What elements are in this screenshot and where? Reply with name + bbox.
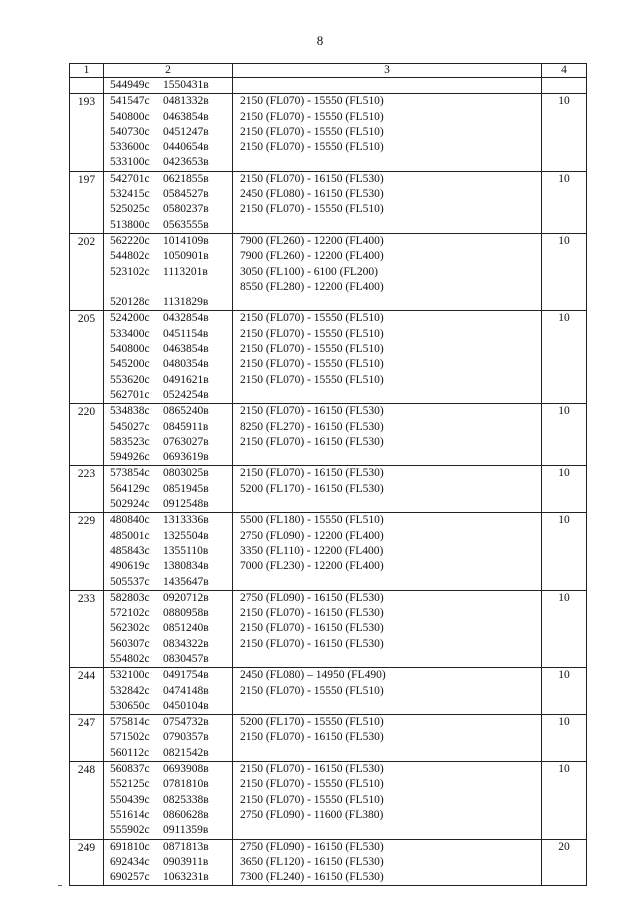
coordinate-pair <box>110 746 232 761</box>
latitude: 562302c <box>110 622 150 635</box>
flight-level-range: 2150 (FL070) - 16150 (FL530) <box>240 467 384 480</box>
flight-level-range: 3050 (FL100) - 6100 (FL200) <box>240 265 378 278</box>
longitude: 0763027в <box>163 435 209 448</box>
flight-level-range: 2150 (FL070) - 16150 (FL530) <box>240 763 384 776</box>
flight-levels-cell <box>233 839 542 886</box>
value-cell: 10 <box>542 513 587 590</box>
flight-levels-cell <box>233 78 542 94</box>
flight-level-range: 2150 (FL070) - 16150 (FL530) <box>240 637 384 650</box>
coordinate-pair <box>110 110 232 125</box>
table-row <box>70 513 587 590</box>
longitude: 0491754в <box>163 669 209 682</box>
flight-level-range: 5200 (FL170) - 16150 (FL530) <box>240 482 384 495</box>
coordinate-pair <box>110 265 232 280</box>
longitude: 0584527в <box>163 188 209 201</box>
coordinate-pair <box>110 808 232 823</box>
longitude: 0830457в <box>163 652 209 665</box>
latitude: 540800c <box>110 343 150 356</box>
coordinate-pair <box>110 513 232 528</box>
longitude: 1050901в <box>163 250 209 263</box>
latitude: 560837c <box>110 763 150 776</box>
row-id: 244 <box>70 668 104 715</box>
latitude: 553620c <box>110 373 150 386</box>
value-cell: 10 <box>542 668 587 715</box>
row-id: 247 <box>70 715 104 762</box>
longitude: 1380834в <box>163 560 209 573</box>
value-cell: 10 <box>542 311 587 404</box>
latitude: 562220c <box>110 234 150 247</box>
coordinate-pair <box>110 172 232 187</box>
latitude: 530650c <box>110 699 150 712</box>
flight-level-range: 2150 (FL070) - 15550 (FL510) <box>240 110 384 123</box>
coordinate-pair <box>110 793 232 808</box>
flight-level-range: 2150 (FL070) - 15550 (FL510) <box>240 684 384 697</box>
coordinate-pair <box>110 762 232 777</box>
value-cell: 20 <box>542 839 587 886</box>
row-id: 220 <box>70 404 104 466</box>
latitude: 533400c <box>110 327 150 340</box>
page-mark <box>58 885 62 886</box>
value-cell: 10 <box>542 590 587 667</box>
longitude: 0451247в <box>163 125 209 138</box>
longitude: 0491621в <box>163 373 209 386</box>
coordinate-pair <box>110 187 232 202</box>
latitude: 562701c <box>110 388 150 401</box>
longitude: 0871813в <box>163 840 209 853</box>
row-id: 229 <box>70 513 104 590</box>
latitude: 532100c <box>110 669 150 682</box>
latitude: 582803c <box>110 591 150 604</box>
longitude: 0845911в <box>163 420 209 433</box>
longitude: 1435647в <box>163 575 209 588</box>
table-row <box>70 466 587 513</box>
coordinates-cell <box>104 762 233 839</box>
value-cell: 10 <box>542 94 587 171</box>
table-row <box>70 94 587 171</box>
coordinates-cell <box>104 171 233 233</box>
latitude: 533600c <box>110 141 150 154</box>
longitude: 1131829в <box>163 296 209 309</box>
column-header-3: 3 <box>233 64 542 78</box>
coordinates-cell <box>104 404 233 466</box>
coordinate-pair <box>110 311 232 326</box>
latitude: 551614c <box>110 808 150 821</box>
row-id: 233 <box>70 590 104 667</box>
row-id: 197 <box>70 171 104 233</box>
flight-level-range: 3650 (FL120) - 16150 (FL530) <box>240 855 384 868</box>
table-row <box>70 311 587 404</box>
latitude: 480840c <box>110 514 150 527</box>
latitude: 534838c <box>110 405 150 418</box>
coordinate-pair <box>110 482 232 497</box>
flight-level-range: 2450 (FL080) - 16150 (FL530) <box>240 188 384 201</box>
flight-level-range: 2150 (FL070) - 15550 (FL510) <box>240 358 384 371</box>
latitude: 571502c <box>110 731 150 744</box>
latitude: 520128c <box>110 296 150 309</box>
value-cell <box>542 78 587 94</box>
flight-level-range: 2150 (FL070) - 15550 (FL510) <box>240 327 384 340</box>
value-cell: 10 <box>542 466 587 513</box>
latitude: 490619c <box>110 560 150 573</box>
coordinate-pair <box>110 684 232 699</box>
coordinates-cell <box>104 311 233 404</box>
latitude: 552125c <box>110 778 150 791</box>
table-row <box>70 590 587 667</box>
latitude: 690257c <box>110 871 150 884</box>
coordinates-cell <box>104 233 233 310</box>
flight-levels-cell <box>233 513 542 590</box>
flight-level-range: 2150 (FL070) - 15550 (FL510) <box>240 778 384 791</box>
coordinate-pair <box>110 295 232 310</box>
coordinates-cell <box>104 513 233 590</box>
coordinate-pair <box>110 637 232 652</box>
longitude: 0851240в <box>163 622 209 635</box>
coordinate-pair <box>110 529 232 544</box>
coordinate-pair <box>110 559 232 574</box>
coordinate-pair <box>110 606 232 621</box>
latitude: 532415c <box>110 188 150 201</box>
flight-levels-cell <box>233 590 542 667</box>
coordinate-pair <box>110 450 232 465</box>
flight-level-range: 2150 (FL070) - 15550 (FL510) <box>240 793 384 806</box>
latitude: 691810c <box>110 840 150 853</box>
coordinate-pair <box>110 78 232 93</box>
longitude: 0803025в <box>163 467 209 480</box>
flight-level-range: 7900 (FL260) - 12200 (FL400) <box>240 250 384 263</box>
coordinate-pair <box>110 420 232 435</box>
coordinate-pair <box>110 388 232 403</box>
latitude: 564129c <box>110 482 150 495</box>
row-id <box>70 78 104 94</box>
flight-levels-cell <box>233 466 542 513</box>
longitude: 0474148в <box>163 684 209 697</box>
longitude: 0821542в <box>163 746 209 759</box>
coordinate-pair <box>110 155 232 170</box>
flight-level-range: 2150 (FL070) - 15550 (FL510) <box>240 312 384 325</box>
flight-levels-cell <box>233 94 542 171</box>
longitude: 1014109в <box>163 234 209 247</box>
coordinate-pair <box>110 202 232 217</box>
flight-level-range: 7900 (FL260) - 12200 (FL400) <box>240 234 384 247</box>
continuation-row <box>70 78 587 94</box>
flight-level-range: 2150 (FL070) - 15550 (FL510) <box>240 95 384 108</box>
flight-level-range: 7000 (FL230) - 12200 (FL400) <box>240 560 384 573</box>
longitude: 0423653в <box>163 156 209 169</box>
table-row <box>70 404 587 466</box>
flight-level-range: 2150 (FL070) - 16150 (FL530) <box>240 607 384 620</box>
flight-level-range: 2150 (FL070) - 16150 (FL530) <box>240 731 384 744</box>
coordinate-pair <box>110 855 232 870</box>
value-cell: 10 <box>542 233 587 310</box>
coordinate-pair <box>110 466 232 481</box>
flight-level-range: 2450 (FL080) – 14950 (FL490) <box>240 669 386 682</box>
latitude: 573854c <box>110 467 150 480</box>
flight-levels-cell <box>233 311 542 404</box>
coordinates-cell <box>104 94 233 171</box>
longitude: 1113201в <box>163 265 208 278</box>
value-cell: 10 <box>542 404 587 466</box>
latitude: 540730c <box>110 125 150 138</box>
coordinate-pair <box>110 840 232 855</box>
latitude: 502924c <box>110 498 150 511</box>
latitude: 545027c <box>110 420 150 433</box>
row-id: 249 <box>70 839 104 886</box>
coordinate-pair <box>110 823 232 838</box>
row-id: 223 <box>70 466 104 513</box>
longitude: 0865240в <box>163 405 209 418</box>
longitude: 1355110в <box>163 544 209 557</box>
coordinate-pair <box>110 140 232 155</box>
coordinate-pair <box>110 435 232 450</box>
table-row <box>70 762 587 839</box>
coordinate-pair <box>110 404 232 419</box>
column-header-2: 2 <box>104 64 233 78</box>
coordinate-pair <box>110 249 232 264</box>
longitude: 0621855в <box>163 172 209 185</box>
latitude: 544802c <box>110 250 150 263</box>
coordinate-pair <box>110 125 232 140</box>
latitude: 541547c <box>110 95 150 108</box>
longitude: 0580237в <box>163 203 209 216</box>
page-number: 8 <box>316 33 324 48</box>
airspace-table <box>69 63 587 886</box>
flight-level-range: 2150 (FL070) - 15550 (FL510) <box>240 125 384 138</box>
longitude: 0825338в <box>163 793 209 806</box>
row-id: 193 <box>70 94 104 171</box>
latitude: 554802c <box>110 652 150 665</box>
coordinate-pair <box>110 730 232 745</box>
longitude: 0912548в <box>163 498 209 511</box>
longitude: 0693619в <box>163 451 209 464</box>
latitude: 692434c <box>110 855 150 868</box>
latitude: 513800c <box>110 218 150 231</box>
latitude: 542701c <box>110 172 150 185</box>
longitude: 1325504в <box>163 529 209 542</box>
latitude: 485843c <box>110 544 150 557</box>
coordinate-pair <box>110 373 232 388</box>
longitude: 1550431в <box>163 79 209 91</box>
coordinate-pair <box>110 544 232 559</box>
longitude: 0693908в <box>163 763 209 776</box>
latitude: 550439c <box>110 793 150 806</box>
longitude: 0834322в <box>163 637 209 650</box>
flight-levels-cell <box>233 404 542 466</box>
longitude: 1063231в <box>163 871 209 884</box>
coordinate-pair <box>110 652 232 667</box>
longitude: 0463854в <box>163 343 209 356</box>
table-row <box>70 839 587 886</box>
value-cell: 10 <box>542 762 587 839</box>
flight-level-range: 2150 (FL070) - 16150 (FL530) <box>240 622 384 635</box>
longitude: 0432854в <box>163 312 209 325</box>
flight-level-range: 2750 (FL090) - 16150 (FL530) <box>240 840 384 853</box>
longitude: 1313336в <box>163 514 209 527</box>
flight-level-range: 3350 (FL110) - 12200 (FL400) <box>240 544 384 557</box>
coordinate-pair <box>110 280 232 295</box>
longitude: 0481332в <box>163 95 209 108</box>
longitude: 0440654в <box>163 141 209 154</box>
latitude: 485001c <box>110 529 150 542</box>
flight-level-range: 5200 (FL170) - 15550 (FL510) <box>240 716 384 729</box>
latitude: 540800c <box>110 110 150 123</box>
latitude: 533100c <box>110 156 150 169</box>
latitude: 575814c <box>110 716 150 729</box>
coordinates-cell <box>104 715 233 762</box>
longitude: 0781810в <box>163 778 209 791</box>
latitude: 523102c <box>110 265 150 278</box>
flight-level-range: 2750 (FL090) - 12200 (FL400) <box>240 529 384 542</box>
coordinates-cell <box>104 78 233 94</box>
longitude: 0880958в <box>163 607 209 620</box>
table-row <box>70 233 587 310</box>
longitude: 0480354в <box>163 358 209 371</box>
longitude: 0450104в <box>163 699 209 712</box>
table-row <box>70 715 587 762</box>
coordinate-pair <box>110 342 232 357</box>
table-row <box>70 171 587 233</box>
value-cell: 10 <box>542 715 587 762</box>
coordinate-pair <box>110 327 232 342</box>
latitude: 525025c <box>110 203 150 216</box>
coordinate-pair <box>110 715 232 730</box>
longitude: 0903911в <box>163 855 209 868</box>
coordinate-pair <box>110 591 232 606</box>
latitude: 560307c <box>110 637 150 650</box>
row-id: 205 <box>70 311 104 404</box>
latitude: 583523c <box>110 435 150 448</box>
coordinates-cell <box>104 590 233 667</box>
coordinate-pair <box>110 699 232 714</box>
table-header-row <box>70 64 587 78</box>
column-header-4: 4 <box>542 64 587 78</box>
latitude: 532842c <box>110 684 150 697</box>
coordinate-pair <box>110 668 232 683</box>
longitude: 0563555в <box>163 218 209 231</box>
coordinate-pair <box>110 94 232 109</box>
coordinates-cell <box>104 466 233 513</box>
coordinate-pair <box>110 870 232 885</box>
longitude: 0920712в <box>163 591 209 604</box>
flight-level-range: 2150 (FL070) - 15550 (FL510) <box>240 343 384 356</box>
flight-level-range: 2150 (FL070) - 16150 (FL530) <box>240 405 384 418</box>
coordinate-pair <box>110 621 232 636</box>
flight-levels-cell <box>233 171 542 233</box>
flight-levels-cell <box>233 762 542 839</box>
row-id: 248 <box>70 762 104 839</box>
coordinate-pair <box>110 777 232 792</box>
latitude: 560112c <box>110 746 150 759</box>
flight-level-range: 7300 (FL240) - 16150 (FL530) <box>240 871 384 884</box>
flight-level-range: 2150 (FL070) - 16150 (FL530) <box>240 435 384 448</box>
coordinates-cell <box>104 839 233 886</box>
coordinate-pair <box>110 218 232 233</box>
flight-level-range: 2150 (FL070) - 15550 (FL510) <box>240 141 384 154</box>
flight-level-range: 2150 (FL070) - 16150 (FL530) <box>240 172 384 185</box>
longitude: 0754732в <box>163 716 209 729</box>
latitude: 555902c <box>110 824 150 837</box>
flight-level-range: 2150 (FL070) - 15550 (FL510) <box>240 203 384 216</box>
latitude: 572102c <box>110 607 150 620</box>
row-id: 202 <box>70 233 104 310</box>
longitude: 0524254в <box>163 388 209 401</box>
longitude: 0451154в <box>163 327 209 340</box>
coordinate-pair <box>110 497 232 512</box>
flight-level-range: 2150 (FL070) - 15550 (FL510) <box>240 373 384 386</box>
flight-level-range: 8550 (FL280) - 12200 (FL400) <box>240 280 384 293</box>
longitude: 0851945в <box>163 482 209 495</box>
flight-level-range: 2750 (FL090) - 16150 (FL530) <box>240 591 384 604</box>
coordinate-pair <box>110 234 232 249</box>
coordinates-cell <box>104 668 233 715</box>
value-cell: 10 <box>542 171 587 233</box>
latitude: 544949c <box>110 79 150 91</box>
latitude: 545200c <box>110 358 150 371</box>
coordinate-pair <box>110 575 232 590</box>
longitude: 0911359в <box>163 824 209 837</box>
flight-levels-cell <box>233 715 542 762</box>
flight-levels-cell <box>233 668 542 715</box>
longitude: 0790357в <box>163 731 209 744</box>
flight-level-range: 5500 (FL180) - 15550 (FL510) <box>240 514 384 527</box>
longitude: 0860628в <box>163 808 209 821</box>
latitude: 505537c <box>110 575 150 588</box>
latitude: 594926c <box>110 451 150 464</box>
column-header-1: 1 <box>70 64 104 78</box>
coordinate-pair <box>110 357 232 372</box>
flight-level-range: 8250 (FL270) - 16150 (FL530) <box>240 420 384 433</box>
latitude: 524200c <box>110 312 150 325</box>
table-row <box>70 668 587 715</box>
flight-levels-cell <box>233 233 542 310</box>
longitude: 0463854в <box>163 110 209 123</box>
flight-level-range: 2750 (FL090) - 11600 (FL380) <box>240 808 384 821</box>
